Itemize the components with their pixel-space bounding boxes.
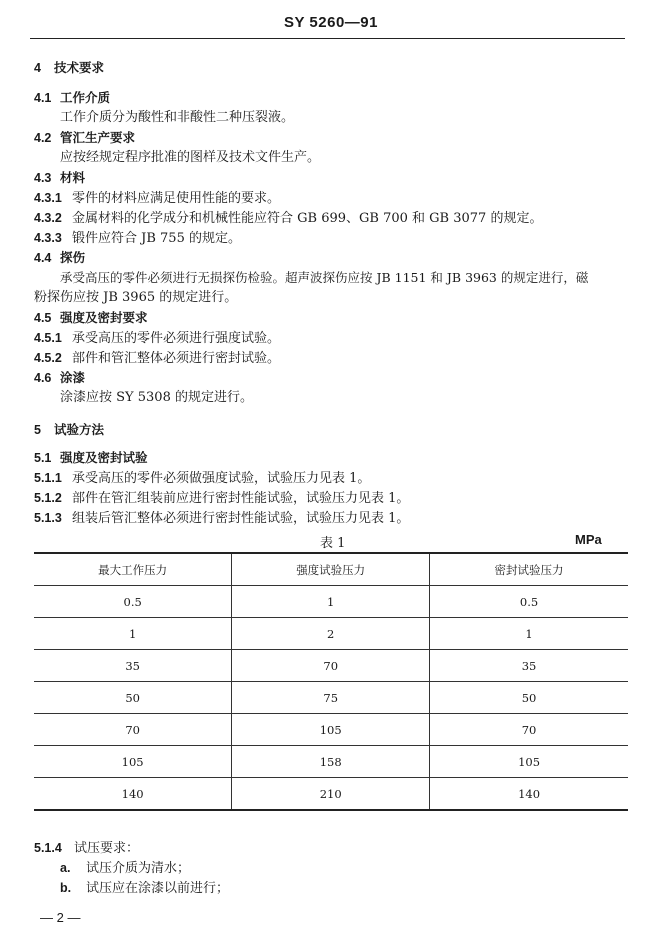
table-cell: 158: [232, 746, 430, 778]
table-row: [34, 586, 628, 618]
section-4-6-text: 涂漆应按 SY 5308 的规定进行。: [60, 390, 253, 405]
section-text: 组装后管汇整体必须进行密封性能试验，试验压力见表 1。: [72, 511, 410, 526]
section-4-5-heading: [34, 308, 148, 329]
section-5-heading: [34, 420, 104, 441]
table-cell: 1: [34, 618, 232, 650]
section-title: 强度及密封要求: [60, 310, 148, 325]
list-text: 试压应在涂漆以前进行；: [86, 881, 230, 896]
table-cell: 50: [34, 682, 232, 714]
section-4-5-1: [34, 328, 280, 349]
section-4-1-text: 工作介质分为酸性和非酸性二种压裂液。: [60, 110, 295, 125]
section-number: 4.5.2: [34, 351, 62, 365]
table-cell: 35: [430, 650, 628, 682]
section-text: 部件在管汇组装前应进行密封性能试验，试验压力见表 1。: [72, 491, 410, 506]
section-4-5-2: [34, 348, 280, 369]
table-cell: 75: [232, 682, 430, 714]
section-title: 工作介质: [60, 90, 111, 105]
section-title: 探伤: [60, 250, 86, 265]
section-4-2-text: 应按经规定程序批准的图样及技术文件生产。: [60, 150, 321, 165]
table-header-row: [34, 553, 628, 586]
section-number: 4.5.1: [34, 331, 62, 345]
table-cell: 70: [430, 714, 628, 746]
section-title: 材料: [60, 170, 86, 185]
table-cell: 2: [232, 618, 430, 650]
section-4-6-heading: [34, 368, 85, 389]
table-row: [34, 682, 628, 714]
section-4-heading: [34, 58, 104, 79]
list-item: [60, 858, 190, 879]
section-number: 4.4: [34, 251, 52, 265]
table-row: [34, 650, 628, 682]
section-5-1-1: [34, 468, 370, 489]
section-text: 承受高压的零件必须进行强度试验。: [72, 331, 281, 346]
table-cell: 140: [430, 778, 628, 811]
table-row: [34, 618, 628, 650]
section-text: 部件和管汇整体必须进行密封试验。: [72, 351, 281, 366]
table-row: [34, 778, 628, 811]
section-number: 4.1: [34, 91, 52, 105]
section-number: 5.1.1: [34, 471, 62, 485]
section-number: 4.5: [34, 311, 52, 325]
document-code: SY 5260—91: [284, 14, 378, 31]
section-number: 4.3.3: [34, 231, 62, 245]
section-text: 试压要求：: [74, 841, 140, 856]
header-rule: [30, 38, 625, 39]
section-5-1-4: [34, 838, 139, 859]
section-number: 4.3: [34, 171, 52, 185]
section-text: 承受高压的零件必须做强度试验，试验压力见表 1。: [72, 471, 371, 486]
list-label: b.: [60, 881, 72, 895]
table-cell: 0.5: [34, 586, 232, 618]
page-number: — 2 —: [40, 910, 81, 925]
section-4-3-1: [34, 188, 280, 209]
section-title: 强度及密封试验: [60, 450, 148, 465]
header-seal-test-pressure: 密封试验压力: [430, 553, 628, 586]
section-text: 零件的材料应满足使用性能的要求。: [72, 191, 281, 206]
section-5-1-heading: [34, 448, 148, 469]
section-number: 4: [34, 61, 41, 75]
table-cell: 105: [34, 746, 232, 778]
section-5-1-3: [34, 508, 409, 529]
section-number: 4.3.1: [34, 191, 62, 205]
section-title: 试验方法: [54, 422, 105, 437]
section-number: 4.3.2: [34, 211, 62, 225]
section-number: 5: [34, 423, 41, 437]
table-cell: 35: [34, 650, 232, 682]
section-number: 4.6: [34, 371, 52, 385]
table-row: [34, 746, 628, 778]
section-title: 管汇生产要求: [60, 130, 136, 145]
list-text: 试压介质为清水；: [86, 861, 191, 876]
section-text: 金属材料的化学成分和机械性能应符合 GB 699、GB 700 和 GB 3077 的规定。: [72, 211, 543, 226]
table-unit: MPa: [575, 532, 602, 547]
section-4-3-heading: [34, 168, 85, 189]
table-cell: 105: [232, 714, 430, 746]
section-number: 5.1.3: [34, 511, 62, 525]
table-cell: 105: [430, 746, 628, 778]
section-4-1-heading: [34, 88, 110, 109]
section-title: 技术要求: [54, 60, 105, 75]
list-item: [60, 878, 229, 899]
section-title: 涂漆: [60, 370, 86, 385]
section-text: 锻件应符合 JB 755 的规定。: [72, 231, 241, 246]
section-4-4-heading: [34, 248, 85, 269]
list-label: a.: [60, 861, 71, 875]
section-4-3-3: [34, 228, 241, 249]
section-4-4-text-line2: 粉探伤应按 JB 3965 的规定进行。: [34, 290, 238, 305]
table-caption: 表 1: [320, 536, 346, 551]
pressure-table: [34, 552, 628, 811]
table-cell: 0.5: [430, 586, 628, 618]
table-cell: 140: [34, 778, 232, 811]
section-4-4-text-line1: 承受高压的零件必须进行无损探伤检验。超声波探伤应按 JB 1151 和 JB 3963 的规定进行，磁: [60, 270, 589, 285]
table-cell: 50: [430, 682, 628, 714]
section-4-2-heading: [34, 128, 135, 149]
table-cell: 70: [232, 650, 430, 682]
section-number: 4.2: [34, 131, 52, 145]
table-cell: 1: [232, 586, 430, 618]
section-number: 5.1.4: [34, 841, 62, 855]
header-max-working-pressure: 最大工作压力: [34, 553, 232, 586]
section-4-3-2: [34, 208, 542, 229]
section-number: 5.1: [34, 451, 52, 465]
table-cell: 210: [232, 778, 430, 811]
header-strength-test-pressure: 强度试验压力: [232, 553, 430, 586]
section-number: 5.1.2: [34, 491, 62, 505]
table-row: [34, 714, 628, 746]
table-cell: 1: [430, 618, 628, 650]
table-cell: 70: [34, 714, 232, 746]
section-5-1-2: [34, 488, 409, 509]
